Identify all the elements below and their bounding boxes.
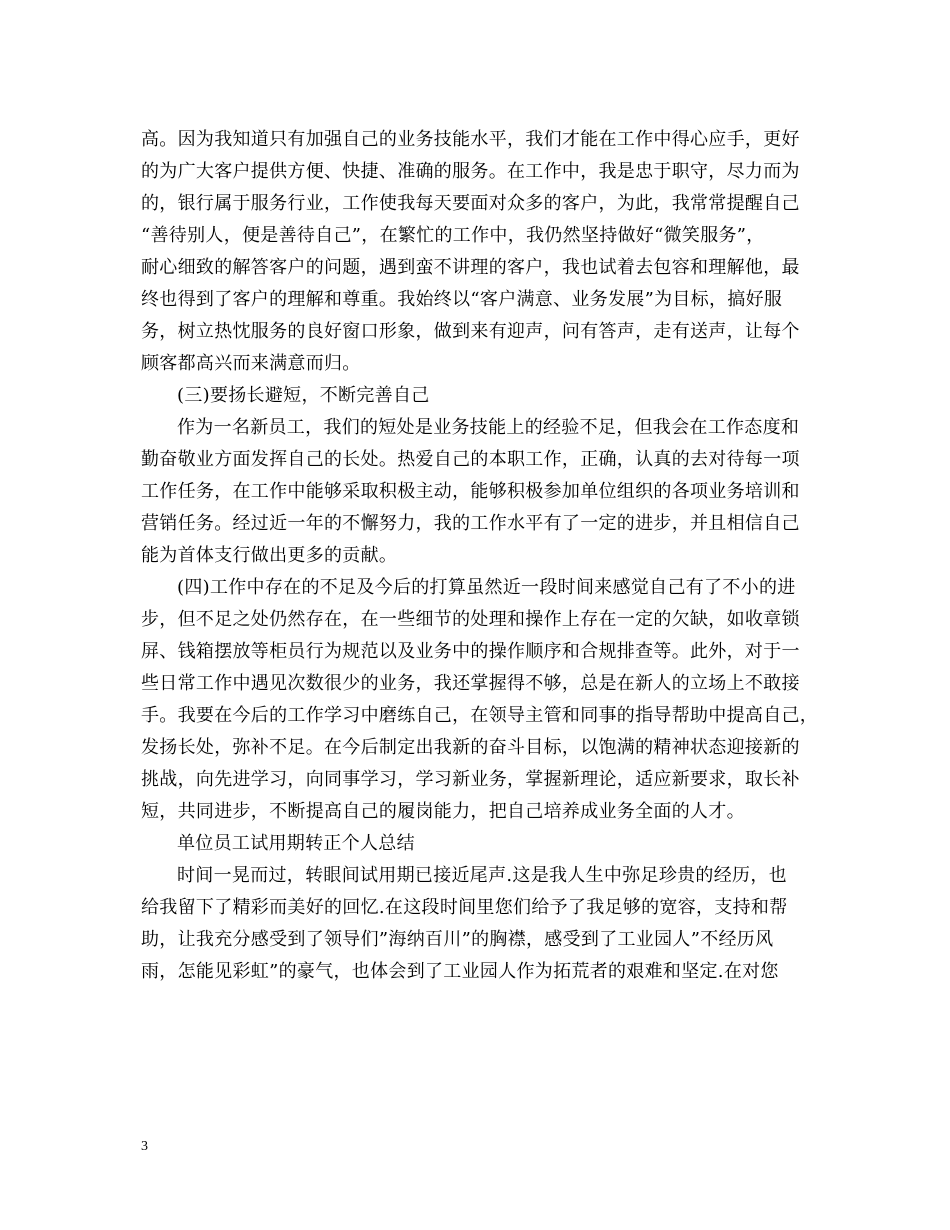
text-line: 的为广大客户提供方便、快捷、准确的服务。在工作中，我是忠于职守，尽力而为 bbox=[141, 161, 800, 182]
text-line: 工作任务，在工作中能够采取积极主动，能够积极参加单位组织的各项业务培训和 bbox=[141, 481, 800, 502]
section-heading-4: (四)工作中存在的不足及今后的打算虽然近一段时间来感觉自己有了不小的进 bbox=[177, 577, 796, 598]
page-number: 3 bbox=[141, 1139, 148, 1154]
text-line: 手。我要在今后的工作学习中磨练自己，在领导主管和同事的指导帮助中提高自己， bbox=[141, 705, 819, 726]
document-body bbox=[141, 124, 819, 988]
text-line: 时间一晃而过，转眼间试用期已接近尾声.这是我人生中弥足珍贵的经历，也 bbox=[177, 865, 787, 886]
text-line: 顾客都高兴而来满意而归。 bbox=[141, 353, 361, 374]
section-heading-3: (三)要扬长避短，不断完善自己 bbox=[177, 385, 430, 406]
text-line: 的，银行属于服务行业，工作使我每天要面对众多的客户，为此，我常常提醒自己 bbox=[141, 193, 800, 214]
text-line: 些日常工作中遇见次数很少的业务，我还掌握得不够，总是在新人的立场上不敢接 bbox=[141, 673, 800, 694]
text-line: 高。因为我知道只有加强自己的业务技能水平，我们才能在工作中得心应手，更好 bbox=[141, 129, 800, 150]
text-line: 耐心细致的解答客户的问题，遇到蛮不讲理的客户，我也试着去包容和理解他，最 bbox=[141, 257, 800, 278]
text-line: 助，让我充分感受到了领导们”海纳百川”的胸襟，感受到了工业园人”不经历风 bbox=[141, 929, 774, 950]
text-line: 能为首体支行做出更多的贡献。 bbox=[141, 545, 398, 566]
text-line: 步，但不足之处仍然存在，在一些细节的处理和操作上存在一定的欠缺，如收章锁 bbox=[141, 609, 800, 630]
text-line: 雨，怎能见彩虹”的豪气，也体会到了工业园人作为拓荒者的艰难和坚定.在对您 bbox=[141, 961, 779, 982]
text-line: 勤奋敬业方面发挥自己的长处。热爱自己的本职工作，正确，认真的去对待每一项 bbox=[141, 449, 800, 470]
text-line: “善待别人，便是善待自己”，在繁忙的工作中，我仍然坚持做好“微笑服务”， bbox=[141, 225, 765, 246]
text-line: 发扬长处，弥补不足。在今后制定出我新的奋斗目标，以饱满的精神状态迎接新的 bbox=[141, 737, 800, 758]
text-line: 终也得到了客户的理解和尊重。我始终以“客户满意、业务发展”为目标，搞好服 bbox=[141, 289, 783, 310]
text-line: 短，共同进步，不断提高自己的履岗能力，把自己培养成业务全面的人才。 bbox=[141, 801, 745, 822]
text-line: 作为一名新员工，我们的短处是业务技能上的经验不足，但我会在工作态度和 bbox=[177, 417, 800, 438]
text-line: 务，树立热忱服务的良好窗口形象，做到来有迎声，问有答声，走有送声，让每个 bbox=[141, 321, 800, 342]
text-line: 给我留下了精彩而美好的回忆.在这段时间里您们给予了我足够的宽容，支持和帮 bbox=[141, 897, 788, 918]
text-line: 营销任务。经过近一年的不懈努力，我的工作水平有了一定的进步，并且相信自己 bbox=[141, 513, 800, 534]
text-line: 挑战，向先进学习，向同事学习，学习新业务，掌握新理论，适应新要求，取长补 bbox=[141, 769, 800, 790]
text-line: 屏、钱箱摆放等柜员行为规范以及业务中的操作顺序和合规排查等。此外，对于一 bbox=[141, 641, 800, 662]
document-title: 单位员工试用期转正个人总结 bbox=[177, 833, 415, 854]
